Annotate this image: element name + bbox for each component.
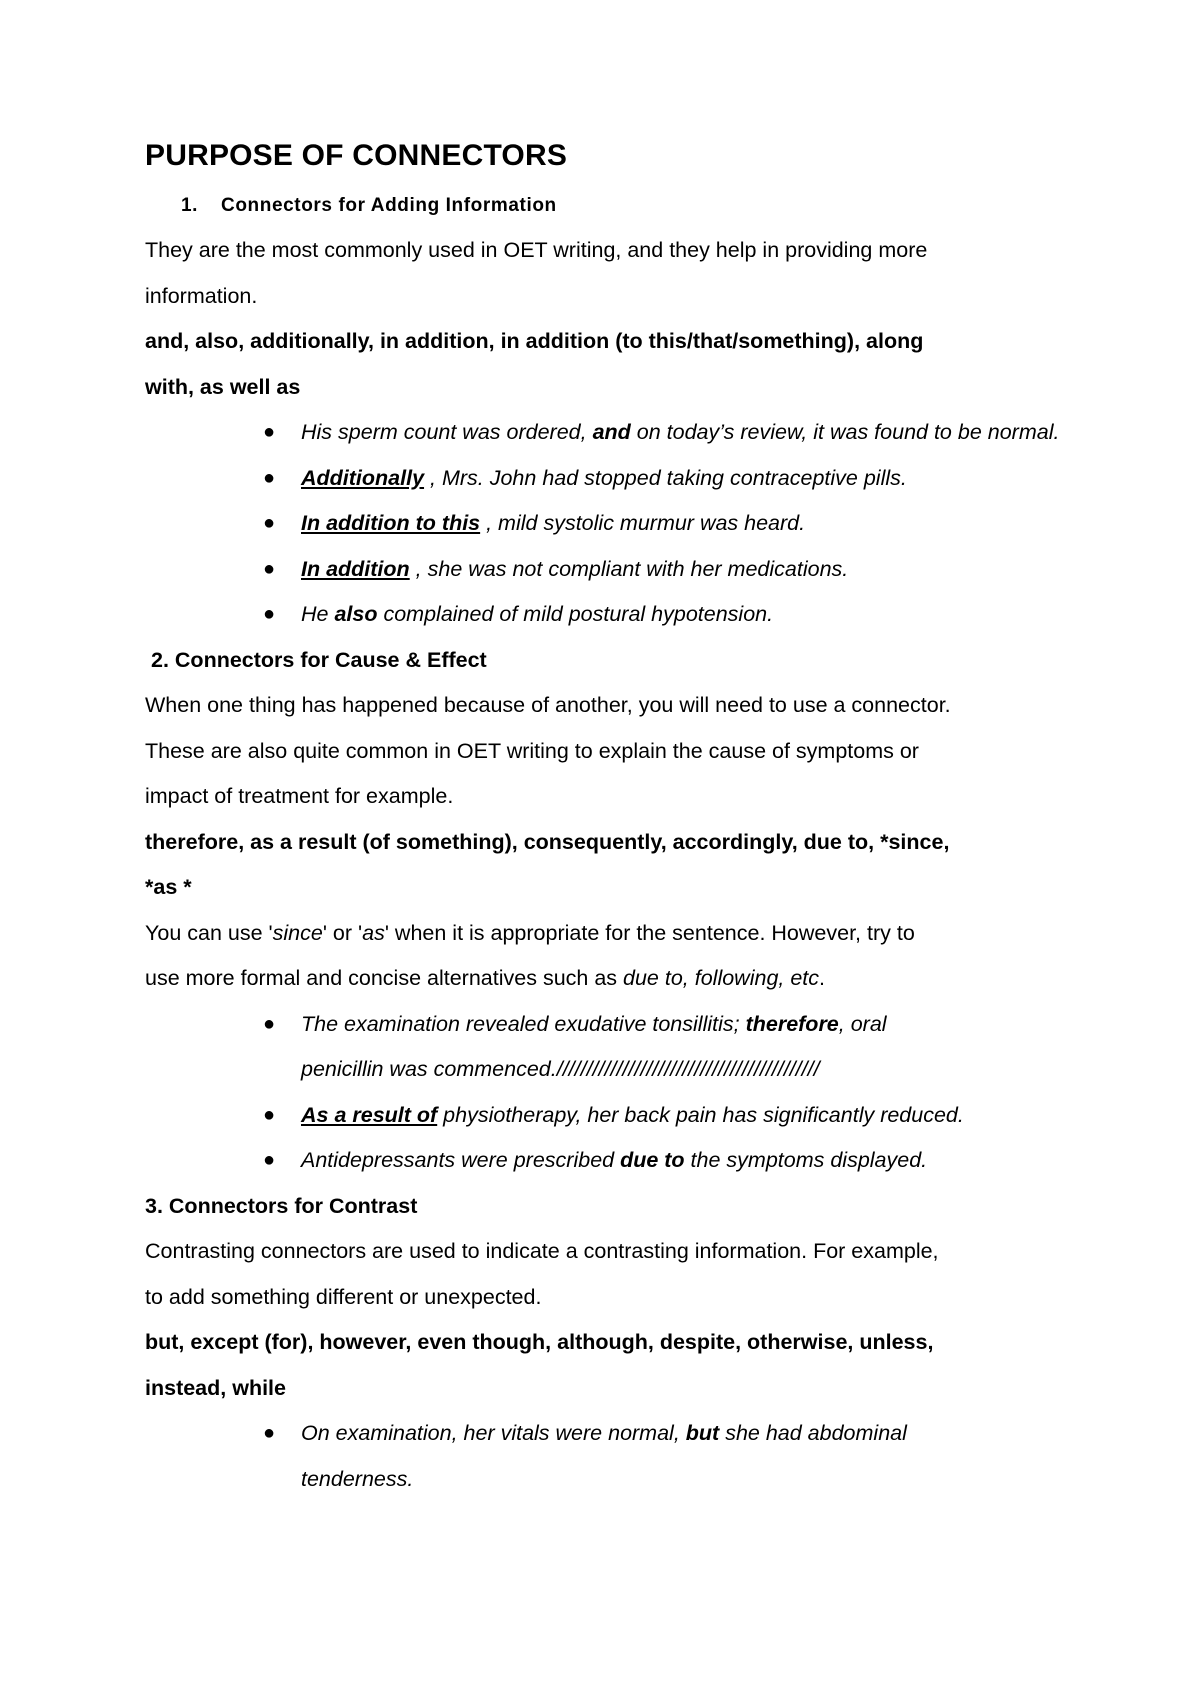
section-2-connectors-line-2: *as * [145,875,192,899]
connector-keyword: Additionally [301,465,425,490]
list-item: ● In addition , she was not compliant with her medications. [145,547,1085,593]
connector-keyword: but [685,1421,720,1445]
list-item: ● On examination, her vitals were normal, but she had abdominal tenderness. [145,1411,1085,1502]
section-1-heading [145,188,1085,224]
document-page [145,138,1085,1502]
section-2-example-list [145,1002,1085,1184]
section-2-intro-line-3: impact of treatment for example. [145,784,454,808]
list-item: ● Antidepressants were prescribed due to the symptoms displayed. [145,1138,1085,1184]
bullet-icon: ● [263,1149,276,1171]
section-1-number: 1. [181,195,199,216]
section-1-intro-line-1: They are the most commonly used in OET writing, and they help in providing more [145,238,928,262]
bullet-icon: ● [263,1012,276,1035]
section-1-heading-text: Connectors for Adding Information [221,195,557,216]
section-1-example-list [145,410,1085,638]
connector-keyword: As a result of [301,1102,438,1127]
bullet-icon: ● [263,1422,276,1444]
list-item: ● In addition to this , mild systolic murmur was heard. [145,501,1085,547]
connector-keyword: In addition to this [301,511,481,535]
connector-keyword: also [334,602,378,626]
section-3-intro-line-1: Contrasting connectors are used to indicate a contrasting information. For example, [145,1239,939,1263]
section-1-intro-line-2: information. [145,283,258,308]
section-2-note-line-1: You can use 'since' or 'as' when it is appropriate for the sentence. However, try to [145,920,915,945]
section-1-connectors-line-2: with, as well as [145,374,301,399]
section-3-connectors-line-1: but, except (for), however, even though, although, despite, otherwise, unless, [145,1330,934,1354]
section-2-heading: 2. Connectors for Cause & Effect [151,647,487,672]
bullet-icon: ● [263,1103,276,1126]
connector-keyword: due to [620,1148,685,1172]
bullet-icon: ● [263,466,276,489]
connector-keyword: therefore [745,1011,839,1036]
connector-keyword: In addition [301,556,410,581]
page-title: PURPOSE OF CONNECTORS [145,139,568,172]
bullet-icon: ● [263,421,276,443]
section-2-intro-line-2: These are also quite common in OET writing to explain the cause of symptoms or [145,738,919,763]
list-item: ● He also complained of mild postural hypotension. [145,592,1085,638]
section-3-connectors-line-2: instead, while [145,1375,286,1400]
list-item: ● The examination revealed exudative tonsillitis; therefore, oral penicillin was commenced.//////////////////////////////////////////// [145,1002,1085,1093]
bullet-icon: ● [263,603,276,625]
section-2-note-line-2: use more formal and concise alternatives such as due to, following, etc. [145,966,826,990]
bullet-icon: ● [263,557,276,580]
section-3-heading: 3. Connectors for Contrast [145,1193,418,1218]
list-item: ● As a result of physiotherapy, her back pain has significantly reduced. [145,1093,1085,1139]
section-2-connectors-line-1: therefore, as a result (of something), consequently, accordingly, due to, *since, [145,829,950,854]
bullet-icon: ● [263,512,276,534]
list-item: ● Additionally , Mrs. John had stopped taking contraceptive pills. [145,456,1085,502]
section-3-example-list [145,1411,1085,1502]
connector-keyword: and [592,420,631,444]
list-item: ● His sperm count was ordered, and on today’s review, it was found to be normal. [145,410,1085,456]
section-1-connectors-line-1: and, also, additionally, in addition, in addition (to this/that/something), along [145,329,924,353]
section-3-intro-line-2: to add something different or unexpected. [145,1284,542,1309]
section-2-intro-line-1: When one thing has happened because of another, you will need to use a connector. [145,693,951,717]
